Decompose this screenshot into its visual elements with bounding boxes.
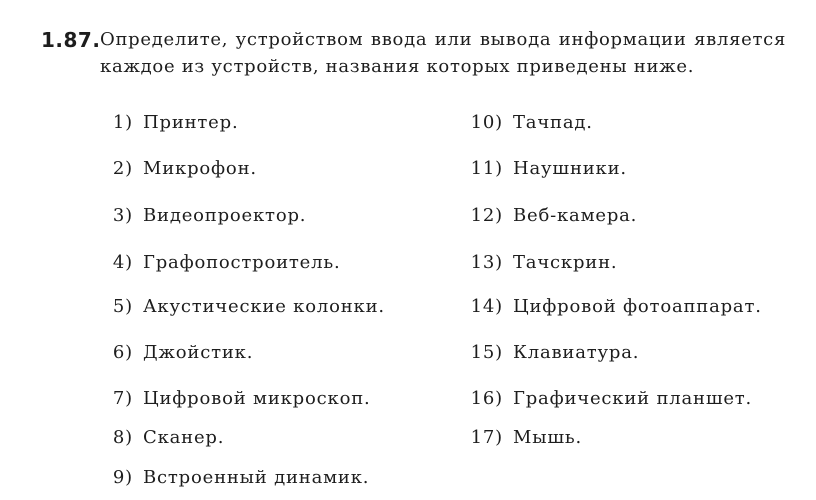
- list-item: [101, 388, 371, 409]
- item-text: Графопостроитель.: [143, 252, 341, 273]
- item-number: 8): [112, 427, 133, 448]
- item-number: 10): [470, 112, 503, 133]
- list-item: [101, 158, 257, 179]
- list-item: [465, 296, 762, 317]
- item-text: Мышь.: [513, 427, 583, 448]
- item-text: Наушники.: [513, 158, 627, 179]
- list-item: [101, 296, 385, 317]
- item-text: Встроенный динамик.: [143, 467, 370, 488]
- item-number: 17): [470, 427, 503, 448]
- item-number: 4): [112, 252, 133, 273]
- item-number: 15): [470, 342, 503, 363]
- item-number: 3): [112, 205, 133, 226]
- list-item: [101, 205, 306, 226]
- item-text: Цифровой микроскоп.: [143, 388, 371, 409]
- item-text: Принтер.: [143, 112, 239, 133]
- item-number: 6): [112, 342, 133, 363]
- task-statement: Определите, устройством ввода или вывода информации является каждое из устройств, названия которых приведены ниже.: [100, 29, 786, 77]
- item-text: Видеопроектор.: [143, 205, 307, 226]
- list-item: [465, 342, 639, 363]
- list-item: [465, 388, 752, 409]
- list-item: [465, 205, 637, 226]
- item-number: 1): [112, 112, 133, 133]
- list-item: [465, 252, 617, 273]
- item-text: Тачскрин.: [513, 252, 618, 273]
- item-text: Веб-камера.: [513, 205, 638, 226]
- item-number: 16): [470, 388, 503, 409]
- list-item: [465, 427, 582, 448]
- list-item: [465, 158, 627, 179]
- item-number: 7): [112, 388, 133, 409]
- item-text: Джойстик.: [143, 342, 254, 363]
- item-text: Цифровой фотоаппарат.: [513, 296, 762, 317]
- list-item: [465, 112, 593, 133]
- list-item: [101, 467, 369, 488]
- item-text: Сканер.: [143, 427, 225, 448]
- item-number: 13): [470, 252, 503, 273]
- list-item: [101, 342, 253, 363]
- item-text: Клавиатура.: [513, 342, 640, 363]
- item-text: Акустические колонки.: [143, 296, 385, 317]
- item-number: 9): [112, 467, 133, 488]
- list-item: [101, 112, 238, 133]
- list-item: [101, 252, 341, 273]
- item-text: Микрофон.: [143, 158, 257, 179]
- item-number: 12): [470, 205, 503, 226]
- list-item: [101, 427, 224, 448]
- item-text: Тачпад.: [513, 112, 593, 133]
- item-text: Графический планшет.: [513, 388, 753, 409]
- item-number: 14): [470, 296, 503, 317]
- item-number: 11): [470, 158, 503, 179]
- task-number: 1.87.: [41, 28, 101, 52]
- item-number: 5): [112, 296, 133, 317]
- item-number: 2): [112, 158, 133, 179]
